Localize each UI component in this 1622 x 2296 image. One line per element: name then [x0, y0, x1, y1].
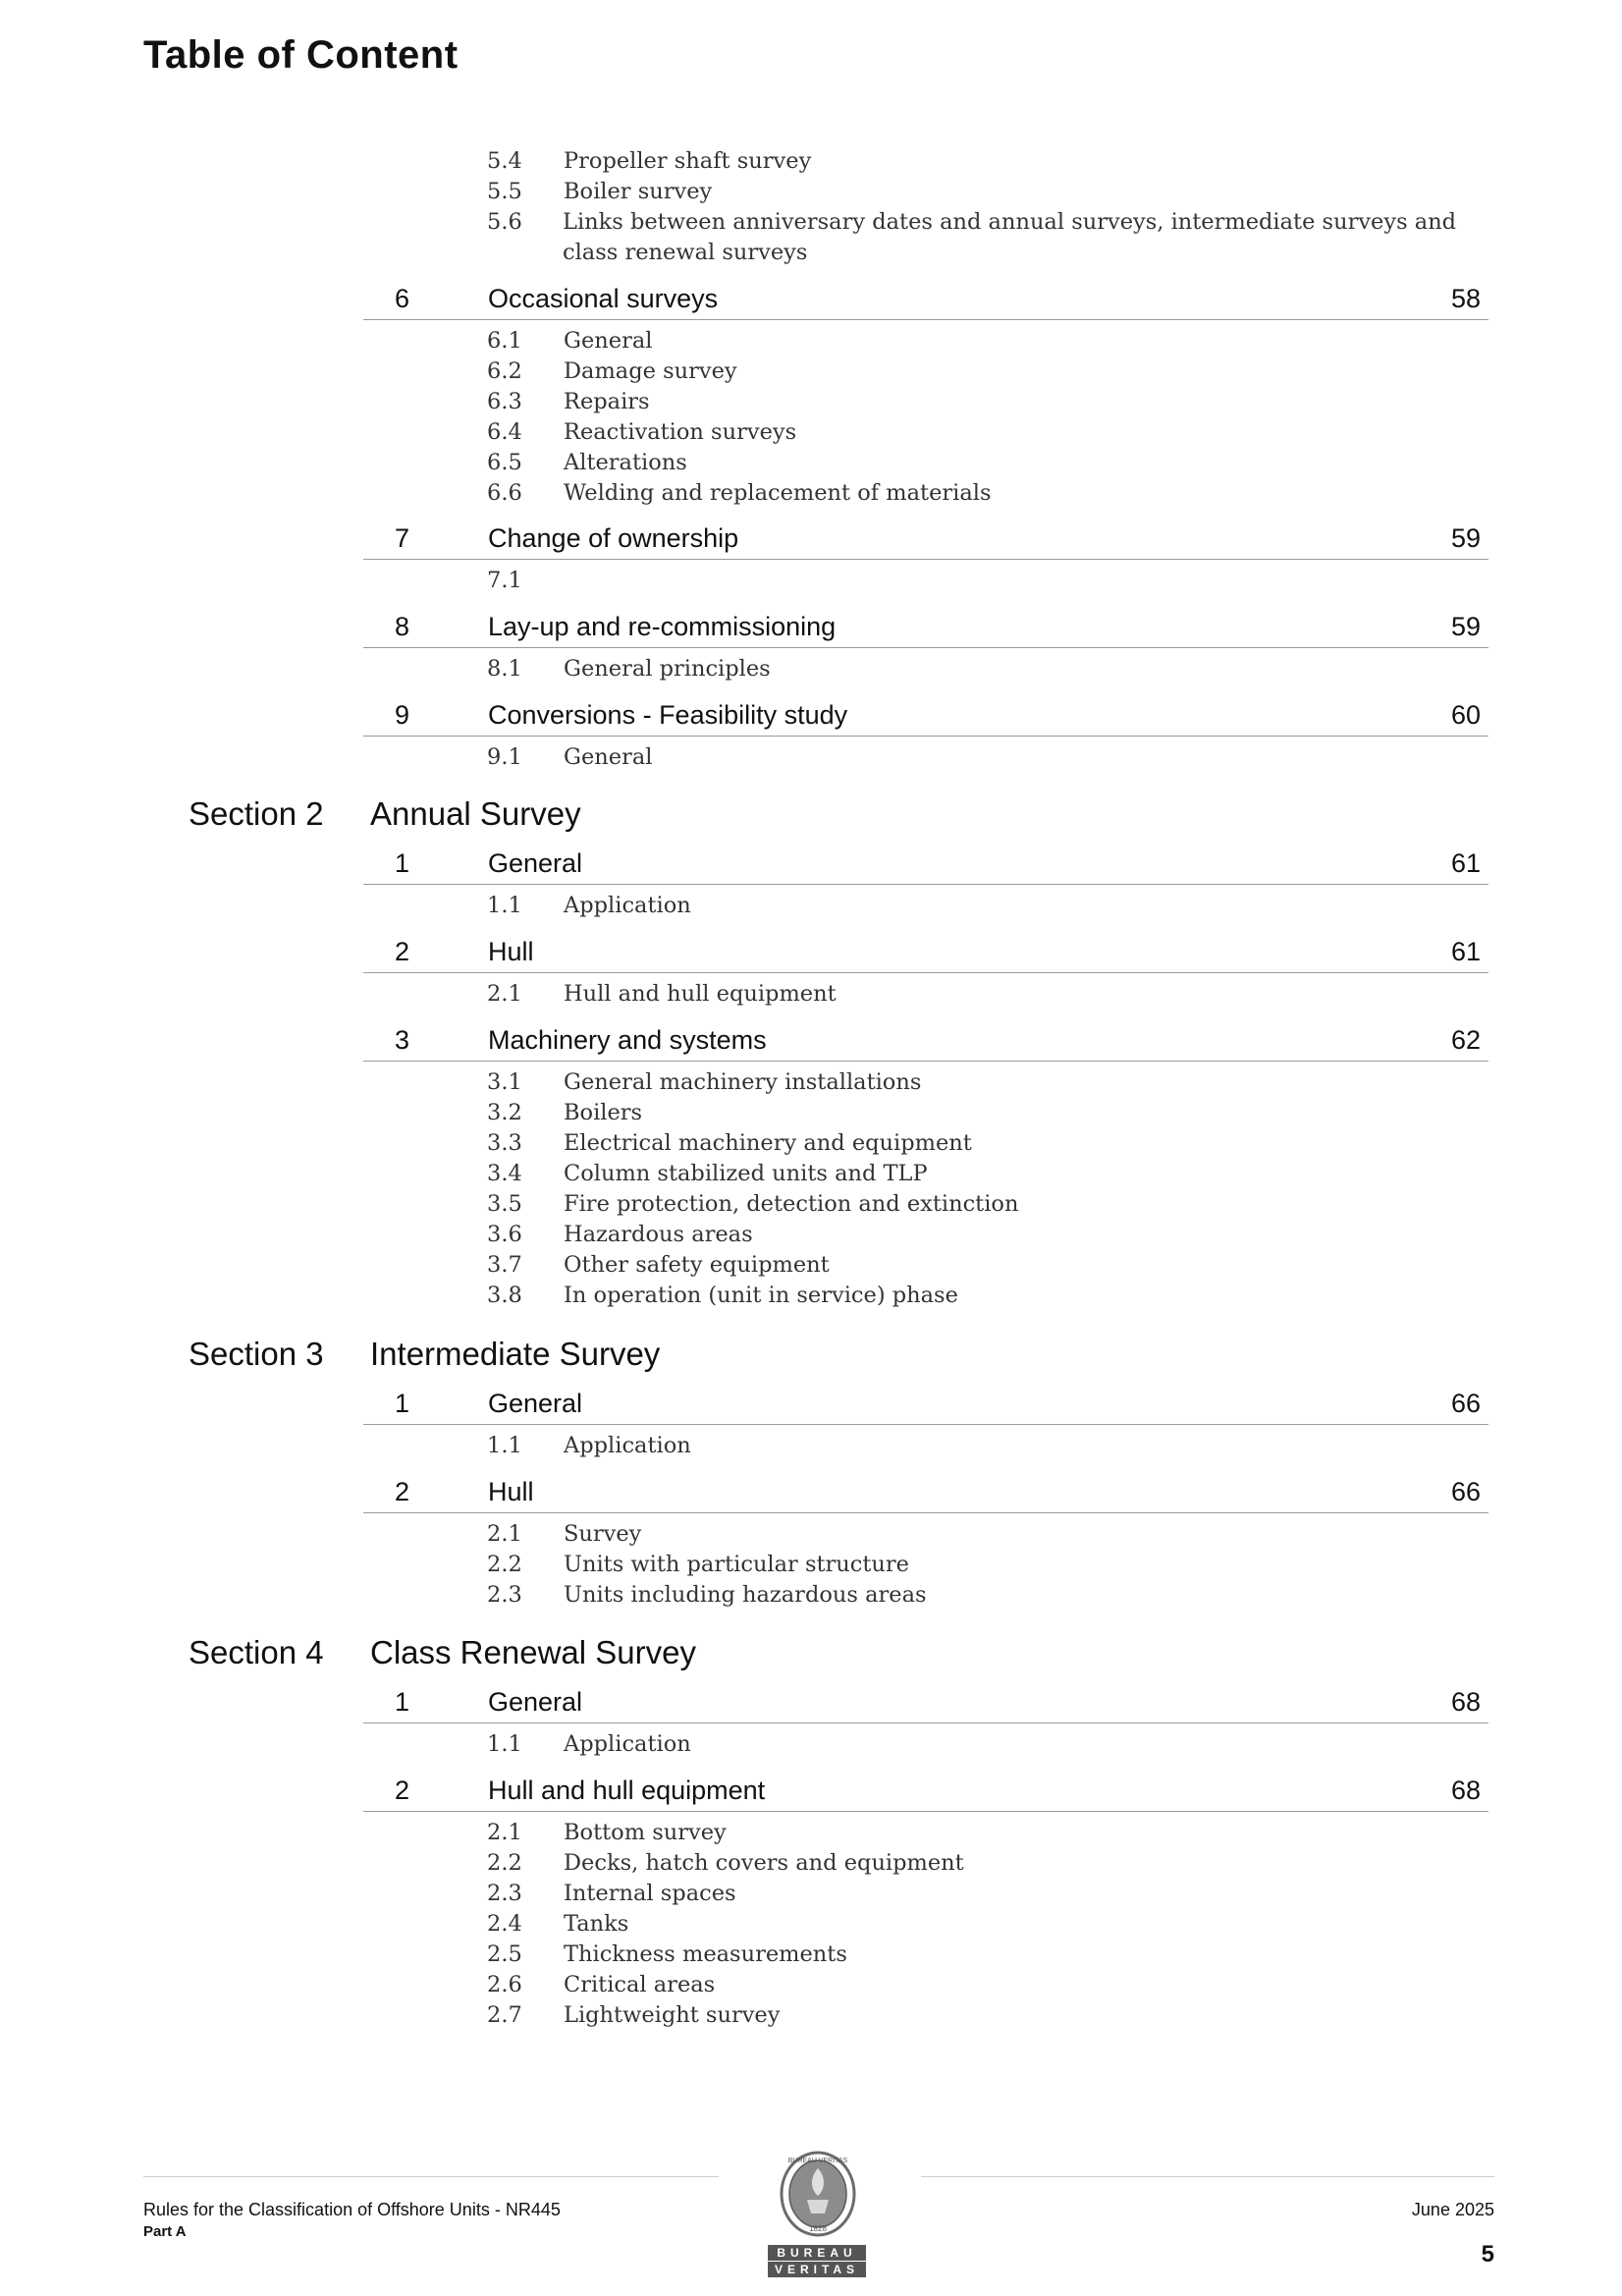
footer-part: Part A — [143, 2223, 187, 2240]
subitem-text: In operation (unit in service) phase — [564, 1283, 958, 1308]
page-title: Table of Content — [143, 33, 459, 77]
subitem-number: 2.5 — [487, 1941, 522, 1967]
subitem-number: 6.5 — [487, 450, 522, 475]
article-number: 2 — [395, 937, 410, 966]
article-title: Lay-up and re-commissioning — [488, 612, 837, 641]
subitem-text: General machinery installations — [564, 1069, 922, 1095]
subitem-number: 8.1 — [487, 656, 522, 682]
subitem-text: Boiler survey — [564, 179, 713, 204]
subitem-number: 1.1 — [487, 893, 522, 918]
subitem-text: Application — [564, 1731, 691, 1757]
subitem-number: 5.4 — [487, 148, 522, 174]
subitem-number: 2.7 — [487, 2002, 522, 2028]
article-page-number: 68 — [1450, 1687, 1481, 1717]
subitem-text: Units with particular structure — [564, 1552, 909, 1577]
article-title: General — [488, 1687, 583, 1717]
subitem-number: 2.1 — [487, 981, 522, 1007]
logo-word-bottom: VERITAS — [768, 2262, 866, 2277]
subitem-number: 3.1 — [487, 1069, 522, 1095]
subitem-text: Other safety equipment — [564, 1252, 830, 1278]
page-number: 5 — [1481, 2241, 1494, 2268]
article-page-number: 68 — [1450, 1776, 1481, 1805]
article-title: Hull — [488, 937, 534, 966]
subitem-number: 2.6 — [487, 1972, 522, 1997]
subitem-text: Decks, hatch covers and equipment — [564, 1850, 964, 1876]
article-page-number: 62 — [1450, 1025, 1481, 1055]
subitem-text: Repairs — [564, 389, 650, 414]
subitem-text: Fire protection, detection and extinction — [564, 1191, 1019, 1217]
subitem-text: Survey — [564, 1521, 642, 1547]
subitem-text: Application — [564, 1433, 691, 1458]
subitem-text: Boilers — [564, 1100, 643, 1125]
subitem-text: Thickness measurements — [564, 1941, 847, 1967]
article-page-number: 61 — [1450, 848, 1481, 878]
subitem-text: Column stabilized units and TLP — [564, 1161, 928, 1186]
subitem-text: Alterations — [564, 450, 687, 475]
subitem-text: General principles — [564, 656, 771, 682]
toc-article[interactable] — [363, 1685, 1488, 1723]
toc-article[interactable] — [363, 935, 1488, 973]
subitem-text-wrapped[interactable]: Links between anniversary dates and annual surveys, intermediate surveys and class renewal surveys — [563, 209, 1457, 265]
subitem-text: Welding and replacement of materials — [564, 480, 992, 506]
subitem-number: 3.8 — [487, 1283, 522, 1308]
article-title: Hull and hull equipment — [488, 1776, 766, 1805]
section-label: Section 2 — [189, 795, 324, 832]
subitem-number: 2.3 — [487, 1582, 522, 1608]
subitem-text: Hull and hull equipment — [564, 981, 837, 1007]
subitem-number: 5.5 — [487, 179, 522, 204]
logo-seal-icon — [778, 2151, 858, 2241]
subitem-text: Electrical machinery and equipment — [564, 1130, 972, 1156]
article-number: 3 — [395, 1025, 410, 1055]
subitem-number: 3.3 — [487, 1130, 522, 1156]
subitem-text: Lightweight survey — [564, 2002, 781, 2028]
footer-divider-left — [143, 2176, 719, 2177]
subitem-number: 2.3 — [487, 1881, 522, 1906]
subitem-number: 2.1 — [487, 1820, 522, 1845]
subitem-number: 3.4 — [487, 1161, 522, 1186]
subitem-number: 6.6 — [487, 480, 522, 506]
article-number: 1 — [395, 848, 410, 878]
subitem-number: 6.2 — [487, 358, 522, 384]
subitem-number: 7.1 — [487, 568, 522, 593]
logo-ring-text: BUREAU VERITAS — [787, 2158, 848, 2164]
section-title: Class Renewal Survey — [370, 1634, 696, 1670]
footer-divider-right — [921, 2176, 1494, 2177]
article-page-number: 58 — [1450, 284, 1481, 313]
subitem-number: 2.2 — [487, 1850, 522, 1876]
logo-year: 1828 — [809, 2224, 827, 2233]
article-page-number: 61 — [1450, 937, 1481, 966]
logo-word-top: BUREAU — [768, 2245, 866, 2261]
subitem-number: 5.6 — [487, 209, 522, 235]
subitem-text: Units including hazardous areas — [564, 1582, 927, 1608]
toc-article[interactable] — [363, 1475, 1488, 1513]
article-title: General — [488, 1389, 583, 1418]
subitem-number: 3.6 — [487, 1222, 522, 1247]
subitem-text: Reactivation surveys — [564, 419, 797, 445]
section-title: Annual Survey — [370, 795, 581, 832]
bureau-veritas-logo — [778, 2151, 858, 2241]
section-label: Section 3 — [189, 1336, 324, 1372]
subitem-number: 2.1 — [487, 1521, 522, 1547]
subitem-text: General — [564, 744, 653, 770]
subitem-number: 3.2 — [487, 1100, 522, 1125]
subitem-number: 3.5 — [487, 1191, 522, 1217]
section-label: Section 4 — [189, 1634, 324, 1670]
subitem-text: Propeller shaft survey — [564, 148, 812, 174]
subitem-text: General — [564, 328, 653, 354]
subitem-number: 6.3 — [487, 389, 522, 414]
article-title: Machinery and systems — [488, 1025, 767, 1055]
subitem-text: Tanks — [564, 1911, 629, 1937]
article-number: 8 — [395, 612, 410, 641]
subitem-number: 1.1 — [487, 1433, 522, 1458]
article-page-number: 60 — [1450, 700, 1481, 730]
article-number: 6 — [395, 284, 410, 313]
subitem-text: Internal spaces — [564, 1881, 736, 1906]
article-title: General — [488, 848, 583, 878]
footer-document-title: Rules for the Classification of Offshore Units - NR445 — [143, 2200, 561, 2219]
article-number: 7 — [395, 523, 410, 553]
article-page-number: 66 — [1450, 1477, 1481, 1506]
article-page-number: 59 — [1450, 523, 1481, 553]
toc-article[interactable] — [363, 610, 1488, 648]
toc-article[interactable] — [363, 282, 1488, 320]
subitem-number: 3.7 — [487, 1252, 522, 1278]
subitem-number: 2.2 — [487, 1552, 522, 1577]
article-number: 1 — [395, 1687, 410, 1717]
toc-article[interactable] — [363, 1774, 1488, 1812]
subitem-text: Hazardous areas — [564, 1222, 753, 1247]
subitem-text: Damage survey — [564, 358, 737, 384]
subitem-text: Application — [564, 893, 691, 918]
article-number: 1 — [395, 1389, 410, 1418]
article-title: Conversions - Feasibility study — [488, 700, 848, 730]
subitem-text: Critical areas — [564, 1972, 716, 1997]
footer-date: June 2025 — [1411, 2200, 1494, 2219]
subitem-number: 2.4 — [487, 1911, 522, 1937]
article-page-number: 66 — [1450, 1389, 1481, 1418]
article-number: 2 — [395, 1776, 410, 1805]
subitem-number: 6.1 — [487, 328, 522, 354]
subitem-number: 1.1 — [487, 1731, 522, 1757]
article-title: Hull — [488, 1477, 534, 1506]
article-title: Occasional surveys — [488, 284, 719, 313]
article-title: Change of ownership — [488, 523, 739, 553]
section-title: Intermediate Survey — [370, 1336, 661, 1372]
article-page-number: 59 — [1450, 612, 1481, 641]
subitem-text: Bottom survey — [564, 1820, 727, 1845]
subitem-number: 9.1 — [487, 744, 522, 770]
article-number: 9 — [395, 700, 410, 730]
toc-article[interactable] — [363, 521, 1488, 560]
article-number: 2 — [395, 1477, 410, 1506]
toc-article[interactable] — [363, 1023, 1488, 1062]
toc-article[interactable] — [363, 1387, 1488, 1425]
toc-article[interactable] — [363, 698, 1488, 737]
toc-article[interactable] — [363, 847, 1488, 885]
subitem-number: 6.4 — [487, 419, 522, 445]
